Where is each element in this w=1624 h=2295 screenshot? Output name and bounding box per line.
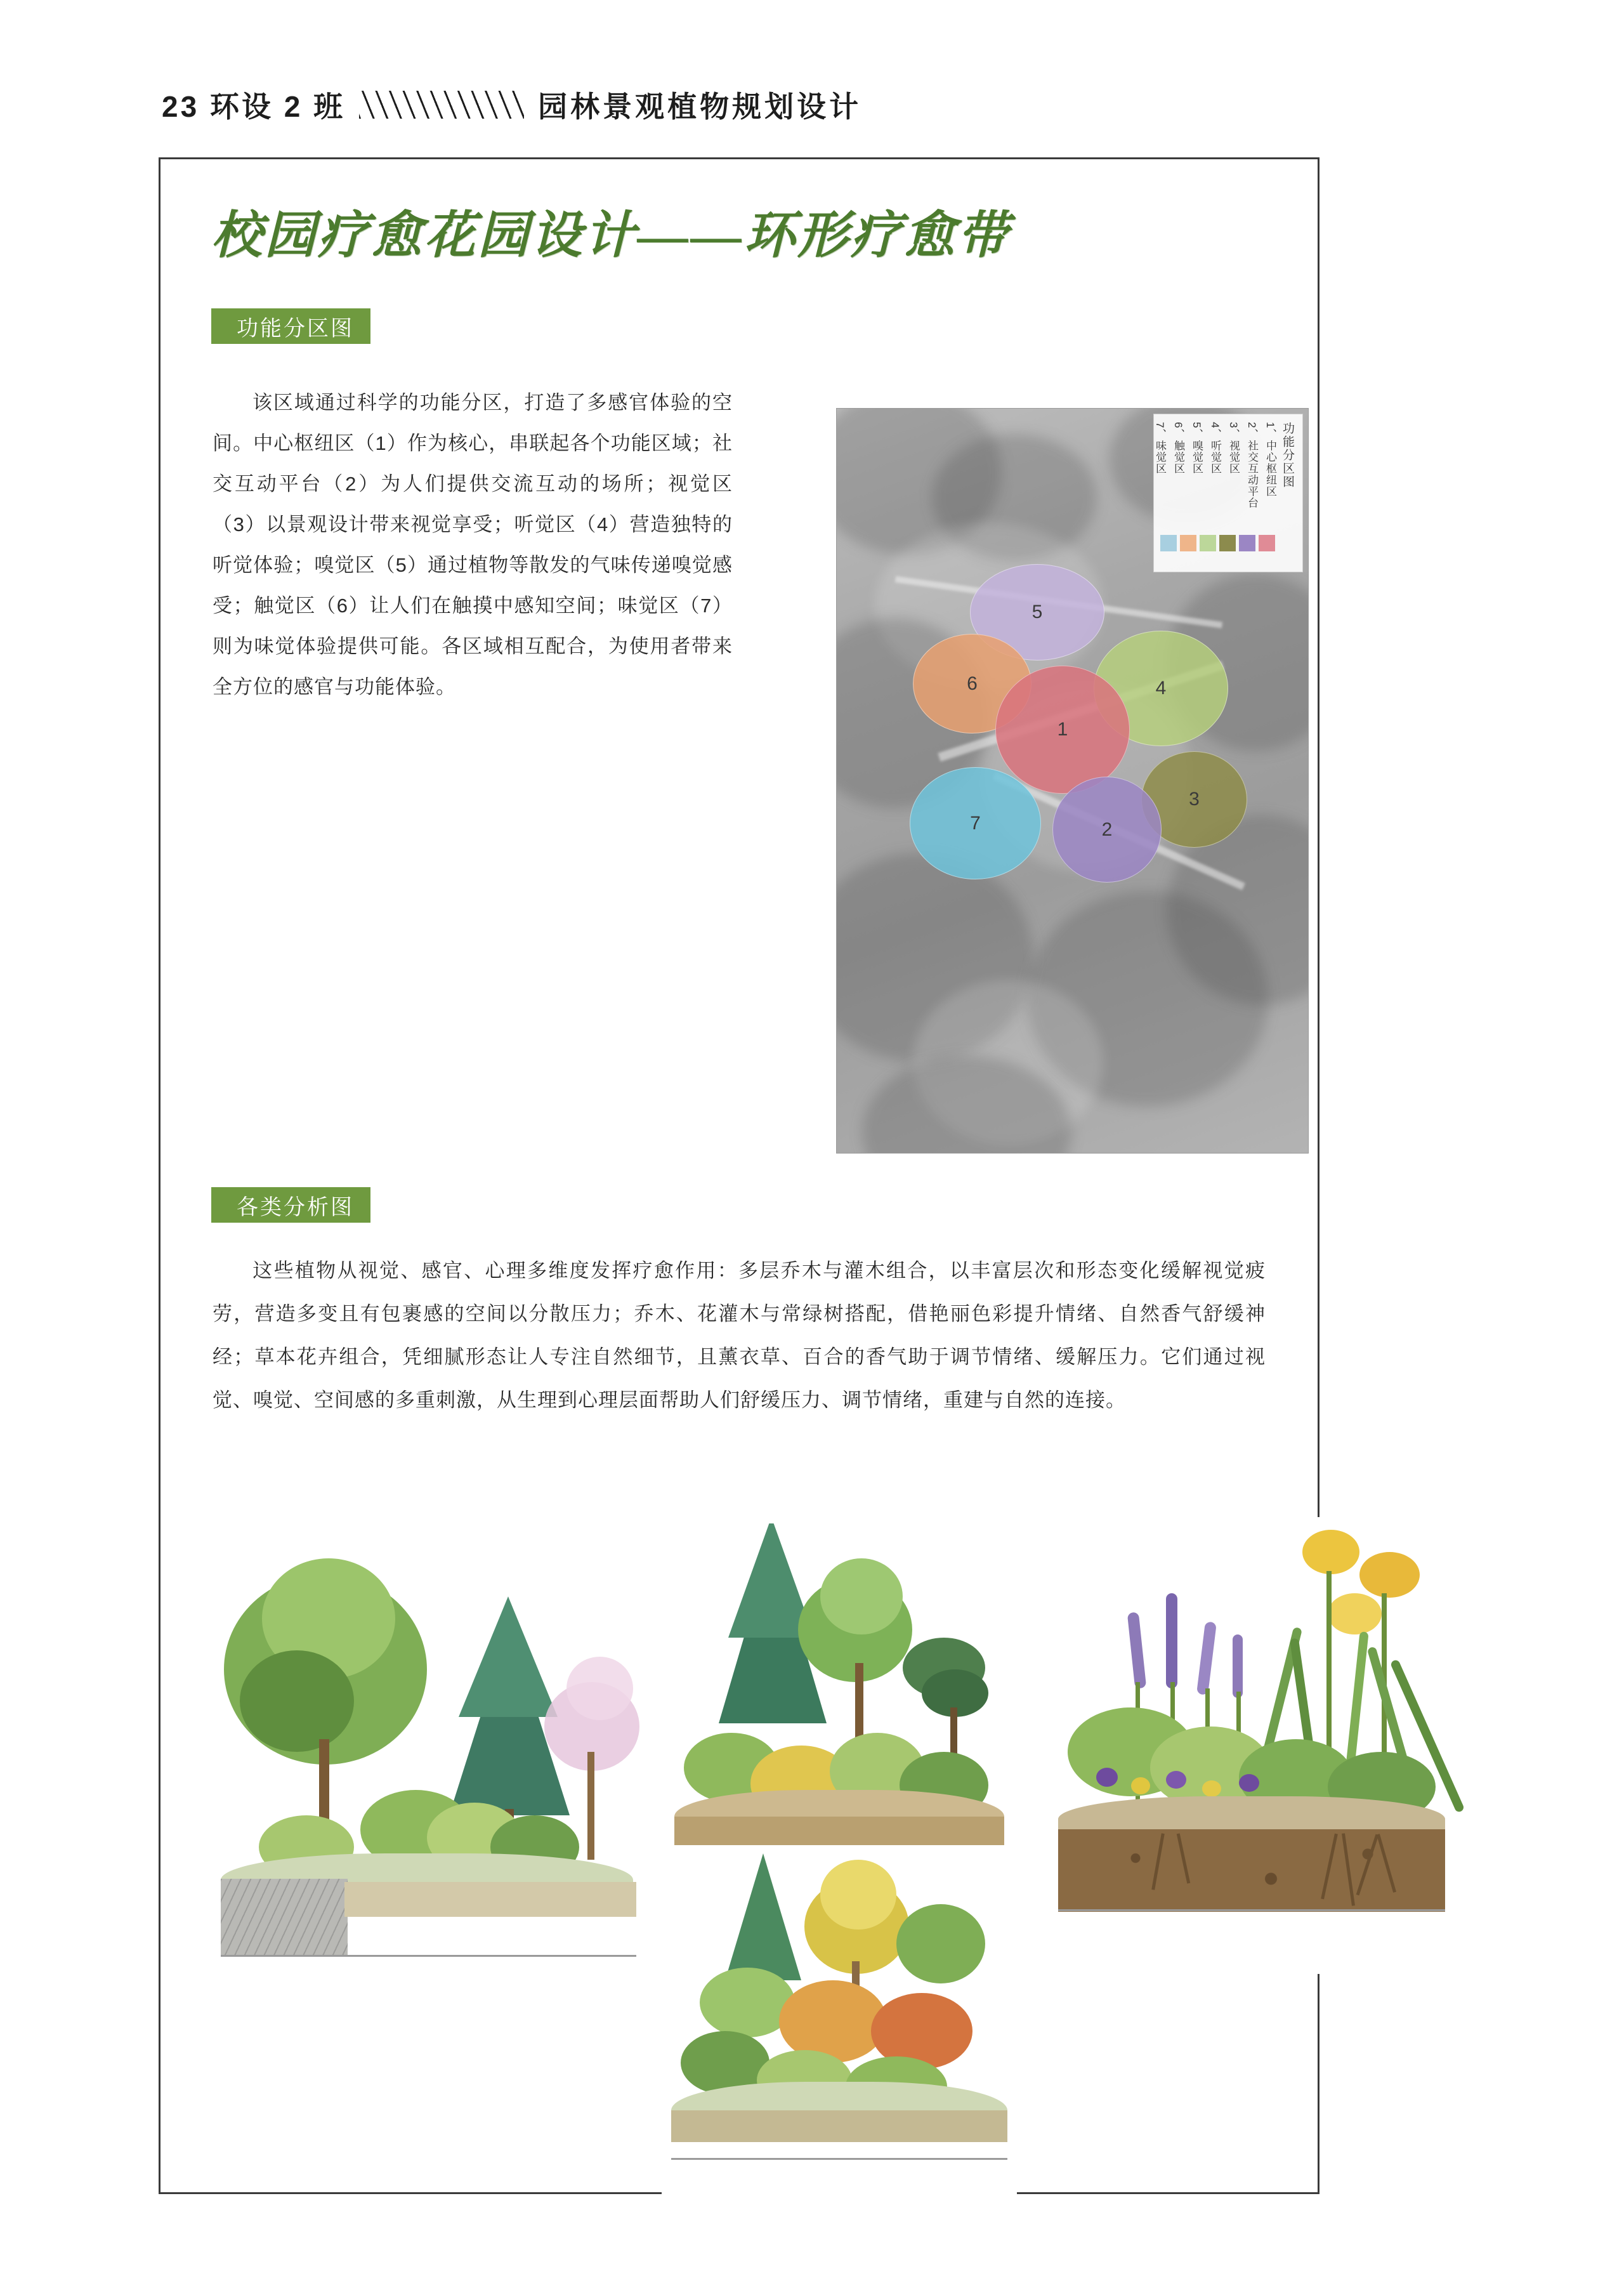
zoning-description-text: 该区域通过科学的功能分区，打造了多感官体验的空间。中心枢纽区（1）作为核心，串联起各个功能区域；社交互动平台（2）为人们提供交流互动的场所；视觉区（3）以景观设计带来视觉享受；听觉区（4）营造独特的听觉体验；嗅觉区（5）通过植物等散发的气味传递嗅觉感受；触觉区（6）让人们在触摸中感知空间；味觉区（7）则为味觉体验提供可能。各区域相互配合，为使用者带来全方位的感官与功能体验。: [213, 391, 733, 698]
zone-number: 4: [1155, 678, 1167, 699]
zoning-description: [213, 383, 733, 707]
analysis-image-3: [1030, 1517, 1474, 1974]
zone-bubble-2: [1052, 777, 1162, 883]
legend-swatch: [1160, 535, 1177, 551]
zone-bubble-7: [910, 767, 1041, 879]
legend-item: 6、触觉区: [1172, 422, 1184, 475]
page-title: 校园疗愈花园设计——环形疗愈带: [211, 208, 1011, 264]
zoning-legend-title: 功能分区图: [1281, 422, 1294, 489]
zone-number: 3: [1189, 789, 1200, 810]
zoning-legend: [1153, 414, 1303, 572]
legend-item: 3、视觉区: [1228, 422, 1240, 475]
zoning-legend-swatches: [1160, 535, 1275, 551]
page-header: [162, 76, 1310, 133]
section-tag-analysis: 各类分析图: [211, 1187, 370, 1223]
zone-bubble-1: [995, 666, 1130, 794]
legend-item: 7、味觉区: [1154, 422, 1166, 475]
zone-number: 6: [967, 673, 978, 694]
header-title: 园林景观植物规划设计: [538, 90, 862, 123]
analysis-description: [213, 1249, 1266, 1422]
section-tag-zoning: 功能分区图: [211, 308, 370, 344]
zone-number: 2: [1101, 819, 1113, 840]
legend-item: 2、社交互动平台: [1246, 422, 1258, 509]
zone-number: 5: [1031, 602, 1043, 622]
legend-item: 1、中心枢纽区: [1264, 422, 1276, 497]
zone-number: 1: [1057, 719, 1068, 740]
legend-swatch: [1259, 535, 1275, 551]
legend-item: 4、听觉区: [1209, 422, 1221, 475]
header-class-label: 23 环设 2 班: [162, 90, 346, 123]
zoning-legend-items: [1152, 422, 1278, 508]
legend-swatch: [1180, 535, 1196, 551]
analysis-image-2: [662, 1523, 1017, 2240]
legend-item: 5、嗅觉区: [1191, 422, 1203, 475]
zoning-map-image: [836, 408, 1309, 1154]
analysis-description-text: 这些植物从视觉、感官、心理多维度发挥疗愈作用：多层乔木与灌木组合，以丰富层次和形态变化缓解视觉疲劳，营造多变且有包裹感的空间以分散压力；乔木、花灌木与常绿树搭配，借艳丽色彩提升情绪、自然香气舒缓神经；草本花卉组合，凭细腻形态让人专注自然细节，且薰衣草、百合的香气助于调节情绪、缓解压力。它们通过视觉、嗅觉、空间感的多重刺激，从生理到心理层面帮助人们舒缓压力、调节情绪，重建与自然的连接。: [213, 1259, 1266, 1411]
legend-swatch: [1219, 535, 1236, 551]
legend-swatch: [1200, 535, 1216, 551]
legend-swatch: [1239, 535, 1255, 551]
analysis-image-1: [202, 1549, 646, 1968]
diagonal-hatch-divider-icon: [359, 91, 524, 119]
content-frame: [159, 157, 1320, 2194]
zone-number: 7: [970, 812, 981, 834]
